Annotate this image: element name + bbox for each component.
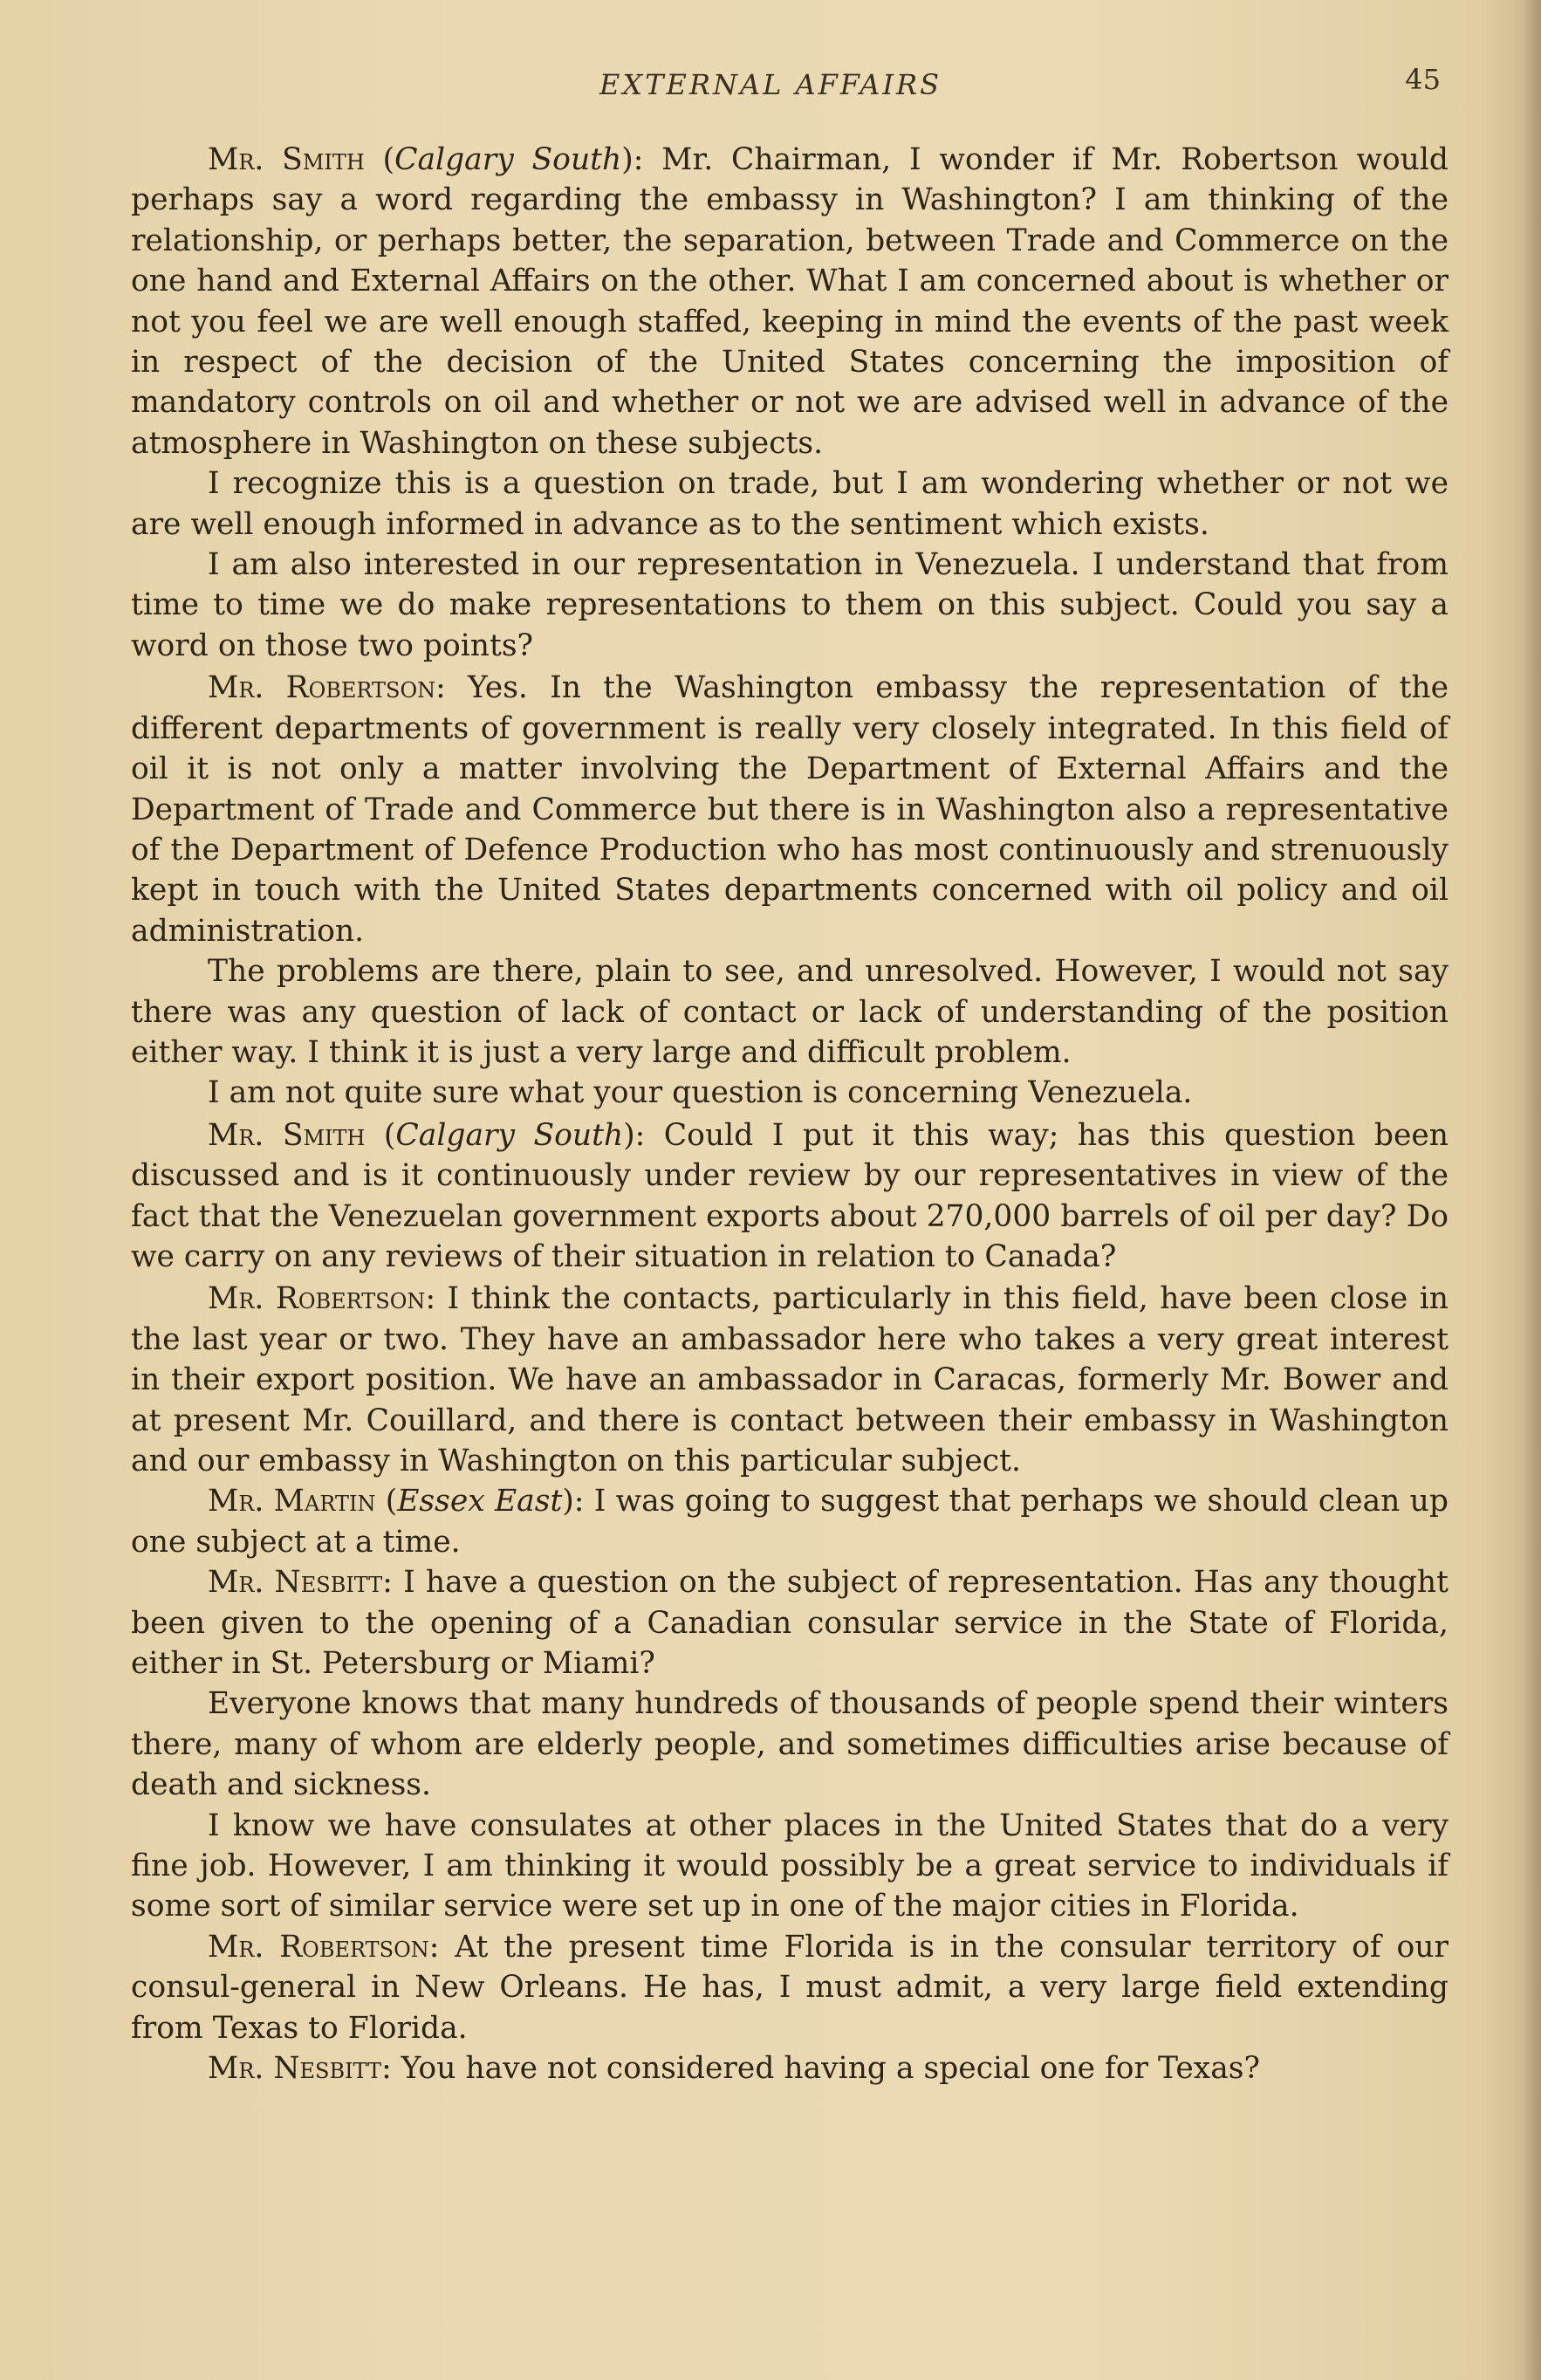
speaker-name: Mr. Smith xyxy=(208,142,365,177)
speaker-name: Mr. Nesbitt xyxy=(208,1565,383,1601)
speaker-riding: Calgary South xyxy=(395,1117,624,1153)
speaker-riding: Essex East xyxy=(397,1484,563,1519)
paragraph xyxy=(131,1073,1449,1113)
paragraph: Mr. Martin (Essex East): I was going to suggest that perhaps we should clean up one subject at a time. xyxy=(131,1484,1449,1560)
paragraph: Mr. Robertson: At the present time Florida is in the consular territory of our consul-general in New Orleans. He has, I must admit, a very large field extending from Texas to Florida. xyxy=(131,1929,1449,2046)
paragraph-text: The problems are there, plain to see, and unresolved. However, I would not say there was any question of lack of contact or lack of understanding of the position either way. I think it is just a very large and difficult problem. xyxy=(131,954,1449,1070)
running-head: EXTERNAL AFFAIRS xyxy=(599,68,942,101)
speaker-name: Mr. Robertson xyxy=(208,1929,429,1965)
speaker-name: Mr. Robertson xyxy=(208,1281,426,1317)
speaker-name: Mr. Robertson xyxy=(208,670,436,706)
paragraph-text: I am not quite sure what your question is concerning Venezuela. xyxy=(208,1075,1193,1111)
paragraph-text: You have not considered having a special one for Texas? xyxy=(401,2051,1260,2087)
speaker-name: Mr. Martin xyxy=(208,1484,376,1519)
page-number: 45 xyxy=(1405,63,1441,96)
paragraph: Mr. Nesbitt: You have not considered having a special one for Texas? xyxy=(208,2051,1260,2087)
paragraph: Mr. Nesbitt: I have a question on the subject of representation. Has any thought been given to the opening of a Canadian consular service in the State of Florida, either in St. Petersburg or Miami? xyxy=(131,1565,1449,1682)
transcript-body xyxy=(131,140,1449,2089)
paragraph-text: At the present time Florida is in the consular territory of our consul-general in New Orleans. He has, I must admit, a very large field extending from Texas to Florida. xyxy=(131,1929,1449,2046)
page-edge-shadow xyxy=(1522,0,1541,2380)
paragraph xyxy=(131,951,1449,1073)
paragraph: Mr. Robertson: I think the contacts, particularly in this field, have been close in the last year or two. They have an ambassador here who takes a very great interest in their export position. We have an ambassador in Caracas, formerly Mr. Bower and at present Mr. Couillard, and there is contact between their embassy in Washington and our embassy in Washington on this particular subject. xyxy=(131,1281,1449,1478)
speaker-name: Mr. Nesbitt xyxy=(208,2051,382,2087)
paragraph-text: Could I put it this way; has this question been discussed and is it continuously under review by our representatives in view of the fact that the Venezuelan government exports about 270,000 barrels of oil per day? Do we carry on any reviews of their situation in relation to Canada? xyxy=(131,1117,1449,1274)
paragraph xyxy=(131,545,1449,666)
paragraph-text: Everyone knows that many hundreds of thousands of people spend their winters there, many of whom are elderly people, and sometimes difficulties arise because of death and sickness. xyxy=(131,1686,1449,1803)
paragraph xyxy=(131,463,1449,545)
paragraph-text: I have a question on the subject of representation. Has any thought been given to the opening of a Canadian consular service in the State of Florida, either in St. Petersburg or Miami? xyxy=(131,1565,1449,1682)
speaker-name: Mr. Smith xyxy=(208,1117,366,1153)
paragraph: Mr. Smith (Calgary South): Could I put it this way; has this question been discussed and is it continuously under review by our representatives in view of the fact that the Venezuelan government exports about 270,000 barrels of oil per day? Do we carry on any reviews of their situation in relation to Canada? xyxy=(131,1117,1449,1274)
paragraph-text: I was going to suggest that perhaps we should clean up one subject at a time. xyxy=(131,1484,1449,1560)
paragraph-text: Yes. In the Washington embassy the representation of the different departments of government is really very closely integrated. In this field of oil it is not only a matter involving the Department of External Affairs and the Department of Trade and Commerce but there is in Washington also a representative of the Department of Defence Production who has most continuously and strenuously kept in touch with the United States departments concerned with oil policy and oil administration. xyxy=(131,670,1449,949)
speaker-riding: Calgary South xyxy=(394,142,622,177)
paragraph: Mr. Robertson: Yes. In the Washington embassy the representation of the different departments of government is really very closely integrated. In this field of oil it is not only a matter involving the Department of External Affairs and the Department of Trade and Commerce but there is in Washington also a representative of the Department of Defence Production who has most continuously and strenuously kept in touch with the United States departments concerned with oil policy and oil administration. xyxy=(131,670,1449,949)
paragraph xyxy=(131,1684,1449,1805)
paragraph-text: Mr. Chairman, I wonder if Mr. Robertson would perhaps say a word regarding the embassy in Washington? I am thinking of the relationship, or perhaps better, the separation, between Trade and Commerce on the one hand and External Affairs on the other. What I am concerned about is whether or not you feel we are well enough staffed, keeping in mind the events of the past week in respect of the decision of the United States concerning the imposition of mandatory controls on oil and whether or not we are advised well in advance of the atmosphere in Washington on these subjects. xyxy=(131,142,1449,461)
paragraph-text: I know we have consulates at other places in the United States that do a very fine job. However, I am thinking it would possibly be a great service to individuals if some sort of similar service were set up in one of the major cities in Florida. xyxy=(131,1807,1449,1924)
paragraph-text: I think the contacts, particularly in this field, have been close in the last year or two. They have an ambassador here who takes a very great interest in their export position. We have an ambassador in Caracas, formerly Mr. Bower and at present Mr. Couillard, and there is contact between their embassy in Washington and our embassy in Washington on this particular subject. xyxy=(131,1281,1449,1478)
paragraph-text: I recognize this is a question on trade, but I am wondering whether or not we are well enough informed in advance as to the sentiment which exists. xyxy=(131,466,1449,542)
paragraph xyxy=(131,1806,1449,1927)
paragraph: Mr. Smith (Calgary South): Mr. Chairman, I wonder if Mr. Robertson would perhaps say a word regarding the embassy in Washington? I am thinking of the relationship, or perhaps better, the separation, between Trade and Commerce on the one hand and External Affairs on the other. What I am concerned about is whether or not you feel we are well enough staffed, keeping in mind the events of the past week in respect of the decision of the United States concerning the imposition of mandatory controls on oil and whether or not we are advised well in advance of the atmosphere in Washington on these subjects. xyxy=(131,142,1449,461)
paragraph-text: I am also interested in our representation in Venezuela. I understand that from time to time we do make representations to them on this subject. Could you say a word on those two points? xyxy=(131,547,1449,663)
